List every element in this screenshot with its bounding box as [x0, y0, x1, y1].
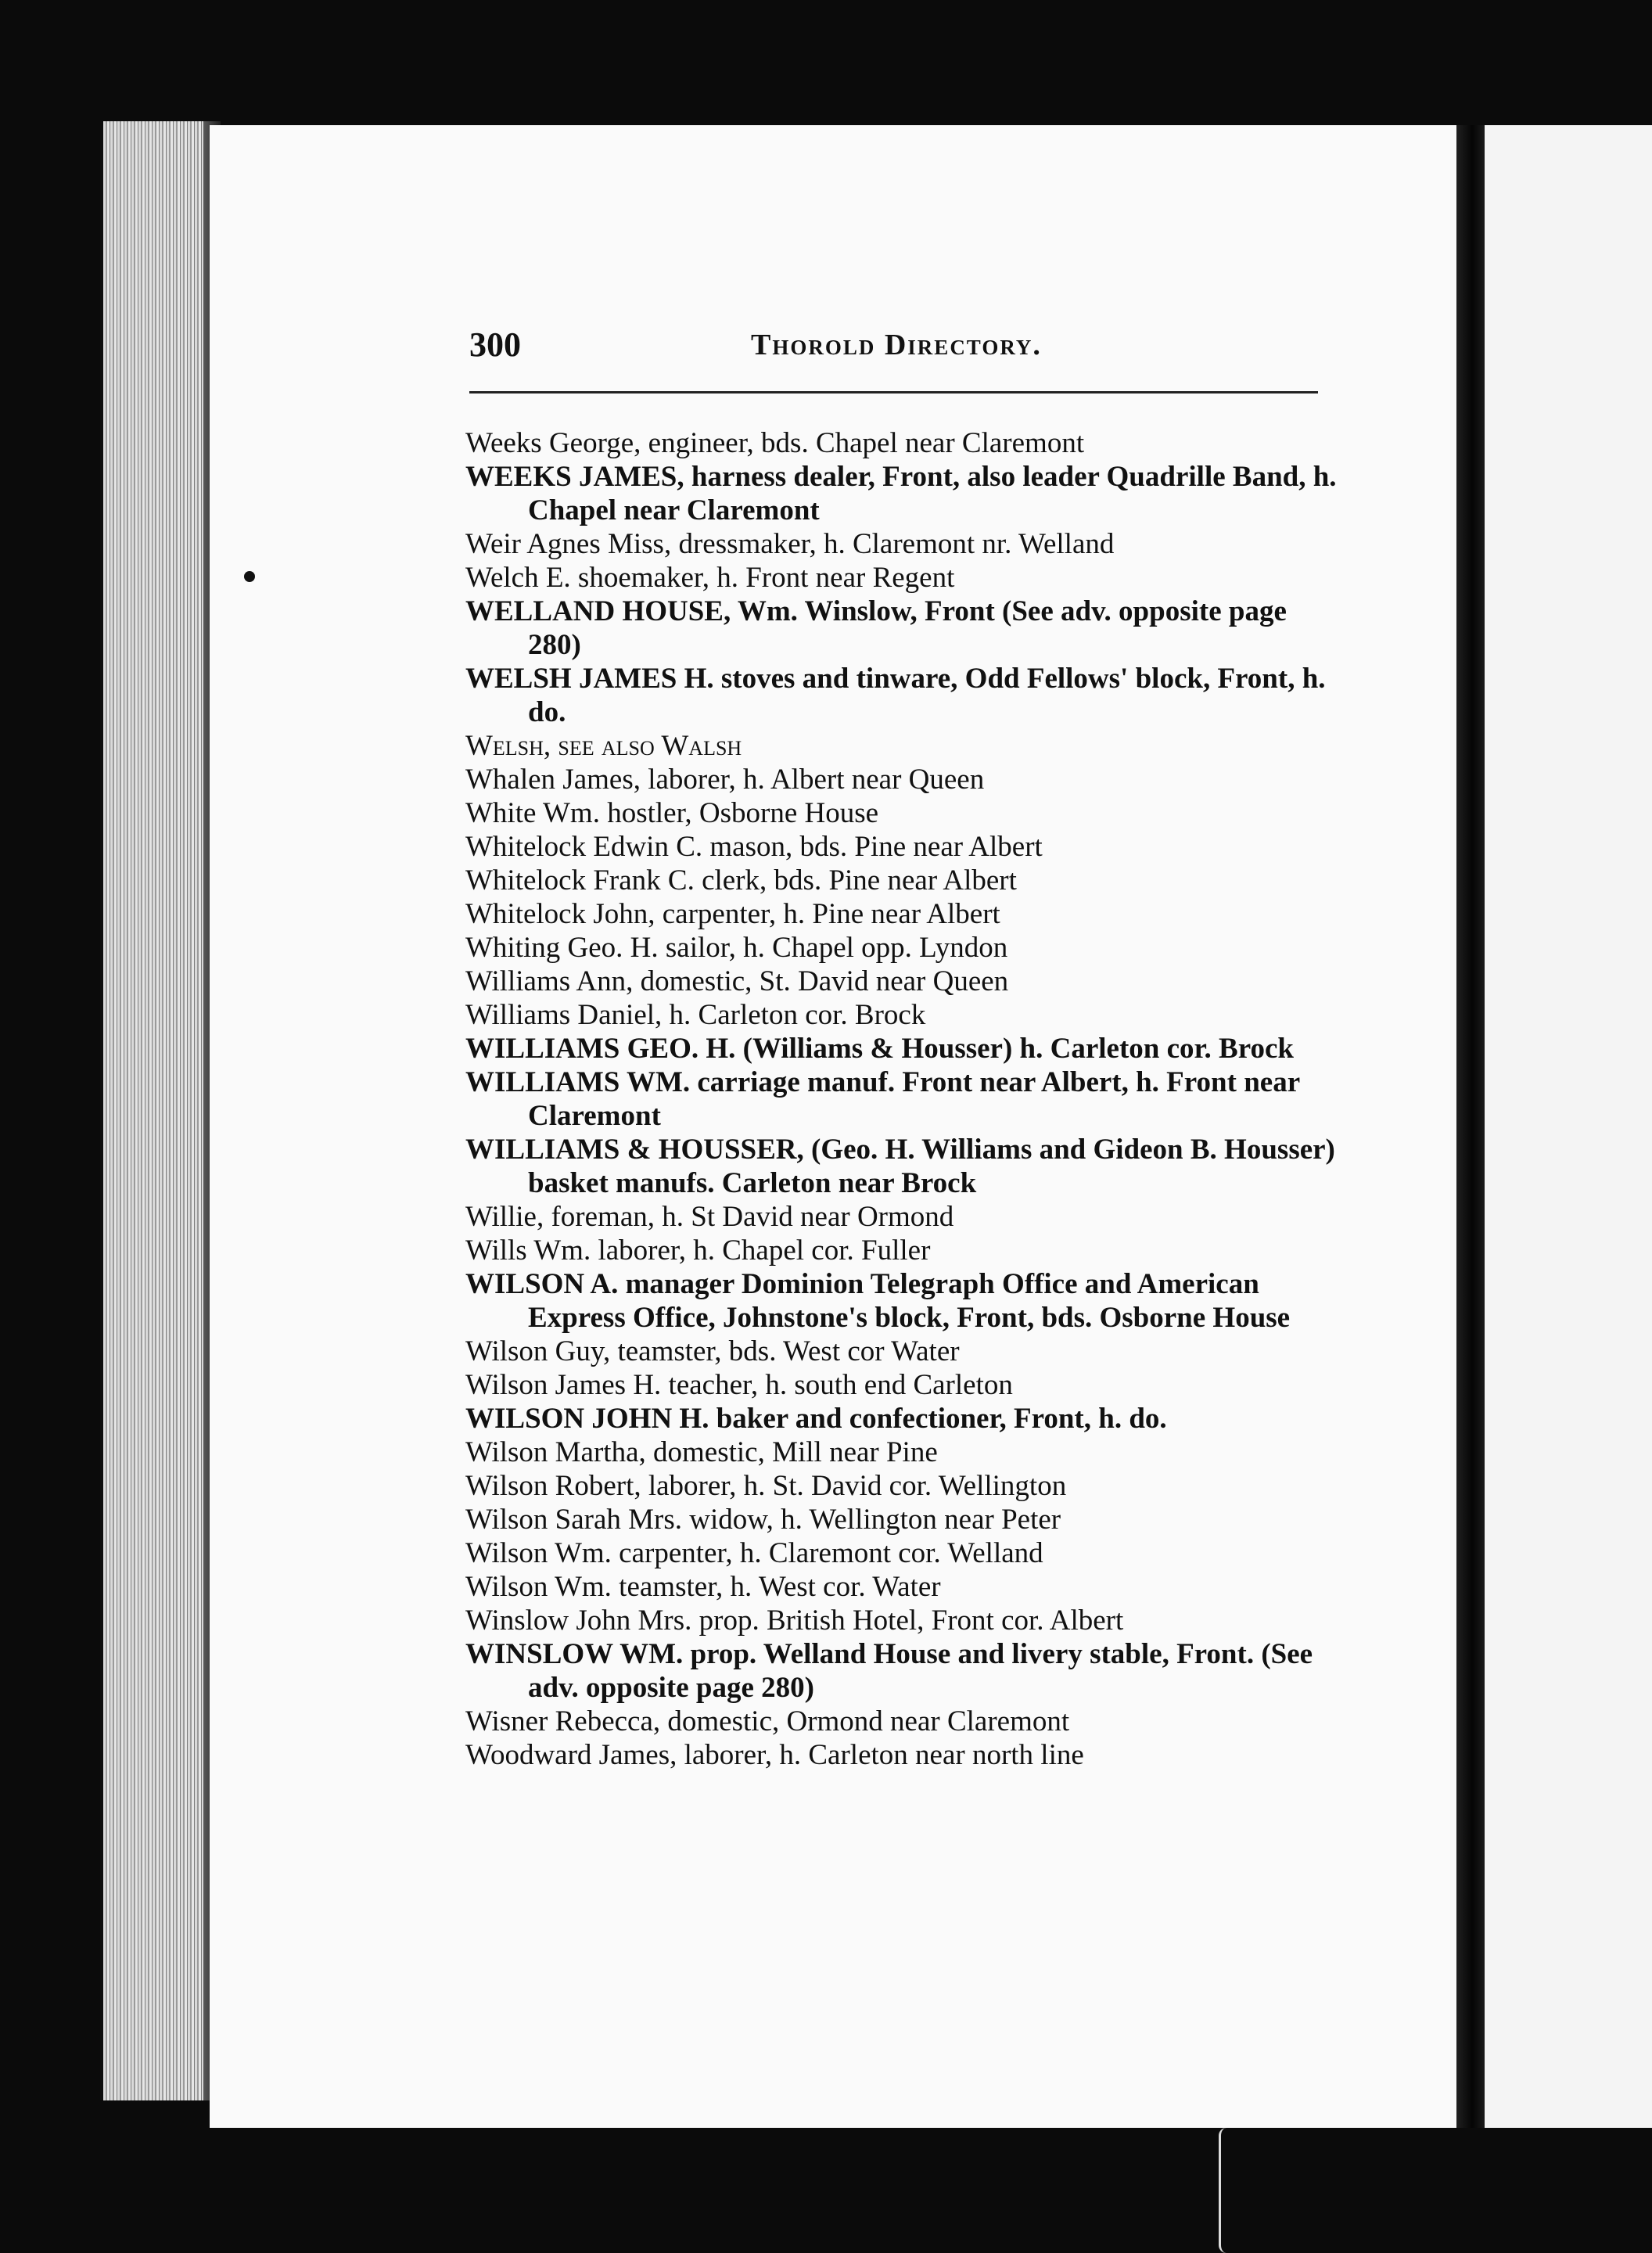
- page-number: 300: [469, 325, 521, 364]
- directory-entry: WILLIAMS & HOUSSER, (Geo. H. Williams and Gideon B. Housser) basket manufs. Carleton near Brock: [465, 1134, 1335, 1199]
- directory-entry: WILSON A. manager Dominion Telegraph Office and American Express Office, Johnstone's block, Front, bds. Osborne House: [465, 1268, 1291, 1334]
- book-gutter: [1456, 125, 1488, 2128]
- directory-entry: Williams Daniel, h. Carleton cor. Brock: [465, 999, 926, 1031]
- directory-entry: WILLIAMS WM. carriage manuf. Front near Albert, h. Front near Claremont: [465, 1066, 1300, 1132]
- directory-entry: WILLIAMS GEO. H. (Williams & Housser) h. Carleton cor. Brock: [465, 1033, 1294, 1065]
- running-title: Thorold Directory.: [751, 329, 1042, 361]
- directory-entry: Williams Ann, domestic, St. David near Queen: [465, 965, 1009, 997]
- page-header: [469, 325, 1318, 372]
- directory-entry: Willie, foreman, h. St David near Ormond: [465, 1201, 954, 1233]
- page-tear-mark: [1219, 2128, 1237, 2253]
- directory-entry: Welsh, see also Walsh: [465, 730, 742, 762]
- directory-entry: WILSON JOHN H. baker and confectioner, Front, h. do.: [465, 1403, 1167, 1435]
- directory-entry: WELLAND HOUSE, Wm. Winslow, Front (See adv. opposite page 280): [465, 595, 1287, 661]
- directory-entry: Wilson James H. teacher, h. south end Carleton: [465, 1369, 1013, 1401]
- directory-entry: Wilson Wm. teamster, h. West cor. Water: [465, 1571, 941, 1603]
- directory-entry: White Wm. hostler, Osborne House: [465, 797, 879, 829]
- directory-entry: Whiting Geo. H. sailor, h. Chapel opp. Lyndon: [465, 932, 1008, 964]
- directory-entry: Wilson Guy, teamster, bds. West cor Water: [465, 1335, 960, 1367]
- directory-entry: Wilson Martha, domestic, Mill near Pine: [465, 1436, 938, 1468]
- directory-entries: [465, 426, 1341, 1772]
- ink-spot: [244, 571, 255, 582]
- directory-entry: Whitelock John, carpenter, h. Pine near Albert: [465, 898, 1000, 930]
- directory-entry: Wisner Rebecca, domestic, Ormond near Claremont: [465, 1705, 1070, 1737]
- directory-entry: Wills Wm. laborer, h. Chapel cor. Fuller: [465, 1234, 931, 1267]
- directory-entry: Wilson Sarah Mrs. widow, h. Wellington near Peter: [465, 1504, 1061, 1536]
- book-page-edges: [103, 121, 217, 2100]
- directory-entry: Weir Agnes Miss, dressmaker, h. Claremont nr. Welland: [465, 528, 1115, 560]
- directory-entry: Wilson Wm. carpenter, h. Claremont cor. Welland: [465, 1537, 1043, 1569]
- directory-entry: WINSLOW WM. prop. Welland House and livery stable, Front. (See adv. opposite page 280): [465, 1638, 1313, 1704]
- directory-entry: Woodward James, laborer, h. Carleton near north line: [465, 1739, 1084, 1771]
- directory-entry: Wilson Robert, laborer, h. St. David cor. Wellington: [465, 1470, 1067, 1502]
- facing-page-edge: [1485, 125, 1652, 2128]
- directory-entry: Welch E. shoemaker, h. Front near Regent: [465, 562, 955, 594]
- directory-entry: Whalen James, laborer, h. Albert near Queen: [465, 764, 985, 796]
- directory-entry: Whitelock Edwin C. mason, bds. Pine near Albert: [465, 831, 1043, 863]
- directory-entry: Winslow John Mrs. prop. British Hotel, Front cor. Albert: [465, 1604, 1124, 1637]
- directory-entry: WEEKS JAMES, harness dealer, Front, also leader Quadrille Band, h. Chapel near Claremont: [465, 461, 1337, 526]
- directory-entry: Whitelock Frank C. clerk, bds. Pine near Albert: [465, 864, 1017, 897]
- directory-entry: Weeks George, engineer, bds. Chapel near Claremont: [465, 427, 1085, 459]
- header-rule: [469, 391, 1318, 393]
- directory-entry: WELSH JAMES H. stoves and tinware, Odd Fellows' block, Front, h. do.: [465, 663, 1326, 728]
